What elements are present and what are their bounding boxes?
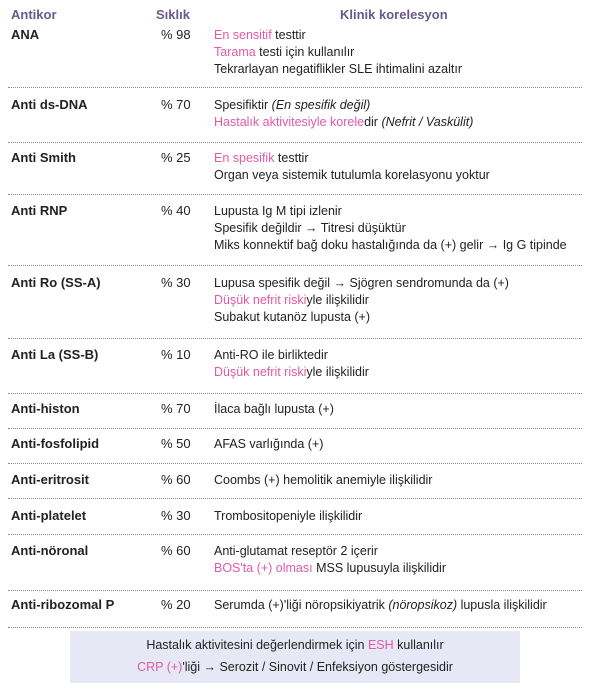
clinical-correlation [214, 508, 362, 525]
text-segment: Tekrarlayan negatiflikler SLE ihtimalini azaltır [214, 62, 463, 76]
row-divider [8, 627, 582, 628]
correlation-line [214, 97, 473, 114]
row-divider [8, 194, 582, 195]
clinical-correlation [214, 436, 323, 453]
italic-text: (En spesifik değil) [271, 98, 371, 112]
text-segment: yle ilişkilidir [306, 365, 369, 379]
correlation-line [214, 27, 462, 44]
header-clinical-correlation: Klinik korelesyon [340, 7, 448, 22]
text-segment: testtir [274, 151, 309, 165]
correlation-line [214, 347, 369, 364]
row-divider [8, 87, 582, 88]
row-divider [8, 534, 582, 535]
correlation-line [214, 364, 369, 381]
italic-text: (nöropsikoz) [388, 598, 458, 612]
frequency-value: % 98 [161, 27, 191, 42]
header-antibody: Antikor [11, 7, 57, 22]
frequency-value: % 40 [161, 203, 191, 218]
correlation-line [214, 401, 334, 418]
antibody-name: Anti Smith [11, 150, 76, 165]
text-segment: yle ilişkilidir [306, 293, 369, 307]
text-segment: Lupusta Ig M tipi izlenir [214, 204, 342, 218]
text-segment: lupusla ilişkilidir [457, 598, 547, 612]
correlation-line [214, 275, 509, 292]
correlation-line [214, 543, 446, 560]
correlation-line [214, 44, 462, 61]
correlation-line [214, 237, 567, 254]
correlation-line [214, 167, 490, 184]
correlation-line [214, 597, 547, 614]
antibody-name: Anti RNP [11, 203, 68, 218]
correlation-line [214, 292, 509, 309]
text-segment: Spesifik değildir → Titresi düşüktür [214, 221, 406, 235]
clinical-correlation [214, 150, 490, 184]
clinical-correlation [214, 401, 334, 418]
clinical-correlation [214, 472, 432, 489]
clinical-correlation [214, 203, 567, 254]
frequency-value: % 20 [161, 597, 191, 612]
row-divider [8, 590, 582, 591]
footer-note-line [70, 660, 520, 674]
frequency-value: % 30 [161, 275, 191, 290]
clinical-correlation [214, 347, 369, 381]
text-segment: Lupusa spesifik değil → Sjögren sendromunda da (+) [214, 276, 509, 290]
frequency-value: % 70 [161, 401, 191, 416]
correlation-line [214, 436, 323, 453]
correlation-line [214, 220, 567, 237]
text-segment: Organ veya sistemik tutulumla korelasyonu yoktur [214, 168, 490, 182]
text-segment: dir [364, 115, 382, 129]
footer-note-box [70, 631, 520, 683]
frequency-value: % 10 [161, 347, 191, 362]
text-segment: kullanılır [393, 638, 444, 652]
highlighted-text: CRP (+) [137, 660, 183, 674]
antibody-name: Anti La (SS-B) [11, 347, 99, 362]
row-divider [8, 338, 582, 339]
highlighted-text: Düşük nefrit riski [214, 365, 307, 379]
correlation-line [214, 150, 490, 167]
highlighted-text: Tarama [214, 45, 256, 59]
frequency-value: % 70 [161, 97, 191, 112]
highlighted-text: Hastalık aktivitesiyle korele [214, 115, 365, 129]
frequency-value: % 30 [161, 508, 191, 523]
antibody-name: Anti-nöronal [11, 543, 89, 558]
footer-note-line [70, 638, 520, 652]
antibody-name: Anti-ribozomal P [11, 597, 115, 612]
highlighted-text: ESH [367, 638, 394, 652]
highlighted-text: En sensitif [214, 28, 272, 42]
row-divider [8, 463, 582, 464]
clinical-correlation [214, 275, 509, 326]
row-divider [8, 498, 582, 499]
text-segment: testi için kullanılır [255, 45, 355, 59]
text-segment: Anti-RO ile birliktedir [214, 348, 328, 362]
correlation-line [214, 508, 362, 525]
antibody-name: Anti Ro (SS-A) [11, 275, 101, 290]
text-segment: Miks konnektif bağ doku hastalığında da (+) gelir → Ig G tipinde [214, 238, 567, 252]
row-divider [8, 142, 582, 143]
frequency-value: % 50 [161, 436, 191, 451]
clinical-correlation [214, 97, 473, 131]
italic-text: (Nefrit / Vaskülit) [381, 115, 474, 129]
text-segment: 'liği → Serozit / Sinovit / Enfeksiyon göstergesidir [182, 660, 453, 674]
correlation-line [214, 114, 473, 131]
text-segment: Hastalık aktivitesini değerlendirmek için [146, 638, 368, 652]
correlation-line [214, 309, 509, 326]
row-divider [8, 428, 582, 429]
antibody-name: Anti-platelet [11, 508, 87, 523]
frequency-value: % 25 [161, 150, 191, 165]
frequency-value: % 60 [161, 543, 191, 558]
highlighted-text: En spesifik [214, 151, 275, 165]
correlation-line [214, 560, 446, 577]
text-segment: Serumda (+)'liği nöropsikiyatrik [214, 598, 389, 612]
text-segment: Trombositopeniyle ilişkilidir [214, 509, 363, 523]
antibody-name: Anti-eritrosit [11, 472, 89, 487]
row-divider [8, 393, 582, 394]
highlighted-text: Düşük nefrit riski [214, 293, 307, 307]
text-segment: Coombs (+) hemolitik anemiyle ilişkilidir [214, 473, 433, 487]
clinical-correlation [214, 543, 446, 577]
text-segment: Subakut kutanöz lupusta (+) [214, 310, 370, 324]
frequency-value: % 60 [161, 472, 191, 487]
antibody-name: Anti-fosfolipid [11, 436, 100, 451]
text-segment: Anti-glutamat reseptör 2 içerir [214, 544, 378, 558]
text-segment: AFAS varlığında (+) [214, 437, 324, 451]
antibody-name: Anti ds-DNA [11, 97, 88, 112]
text-segment: Spesifiktir [214, 98, 272, 112]
text-segment: İlaca bağlı lupusta (+) [214, 402, 334, 416]
antibody-name: Anti-histon [11, 401, 80, 416]
highlighted-text: BOS'ta (+) olması [214, 561, 313, 575]
correlation-line [214, 61, 462, 78]
correlation-line [214, 472, 432, 489]
clinical-correlation [214, 27, 462, 78]
header-frequency: Sıklık [156, 7, 190, 22]
correlation-line [214, 203, 567, 220]
row-divider [8, 265, 582, 266]
clinical-correlation [214, 597, 547, 614]
antibody-name: ANA [11, 27, 40, 42]
text-segment: MSS lupusuyla ilişkilidir [312, 561, 446, 575]
text-segment: testtir [271, 28, 306, 42]
